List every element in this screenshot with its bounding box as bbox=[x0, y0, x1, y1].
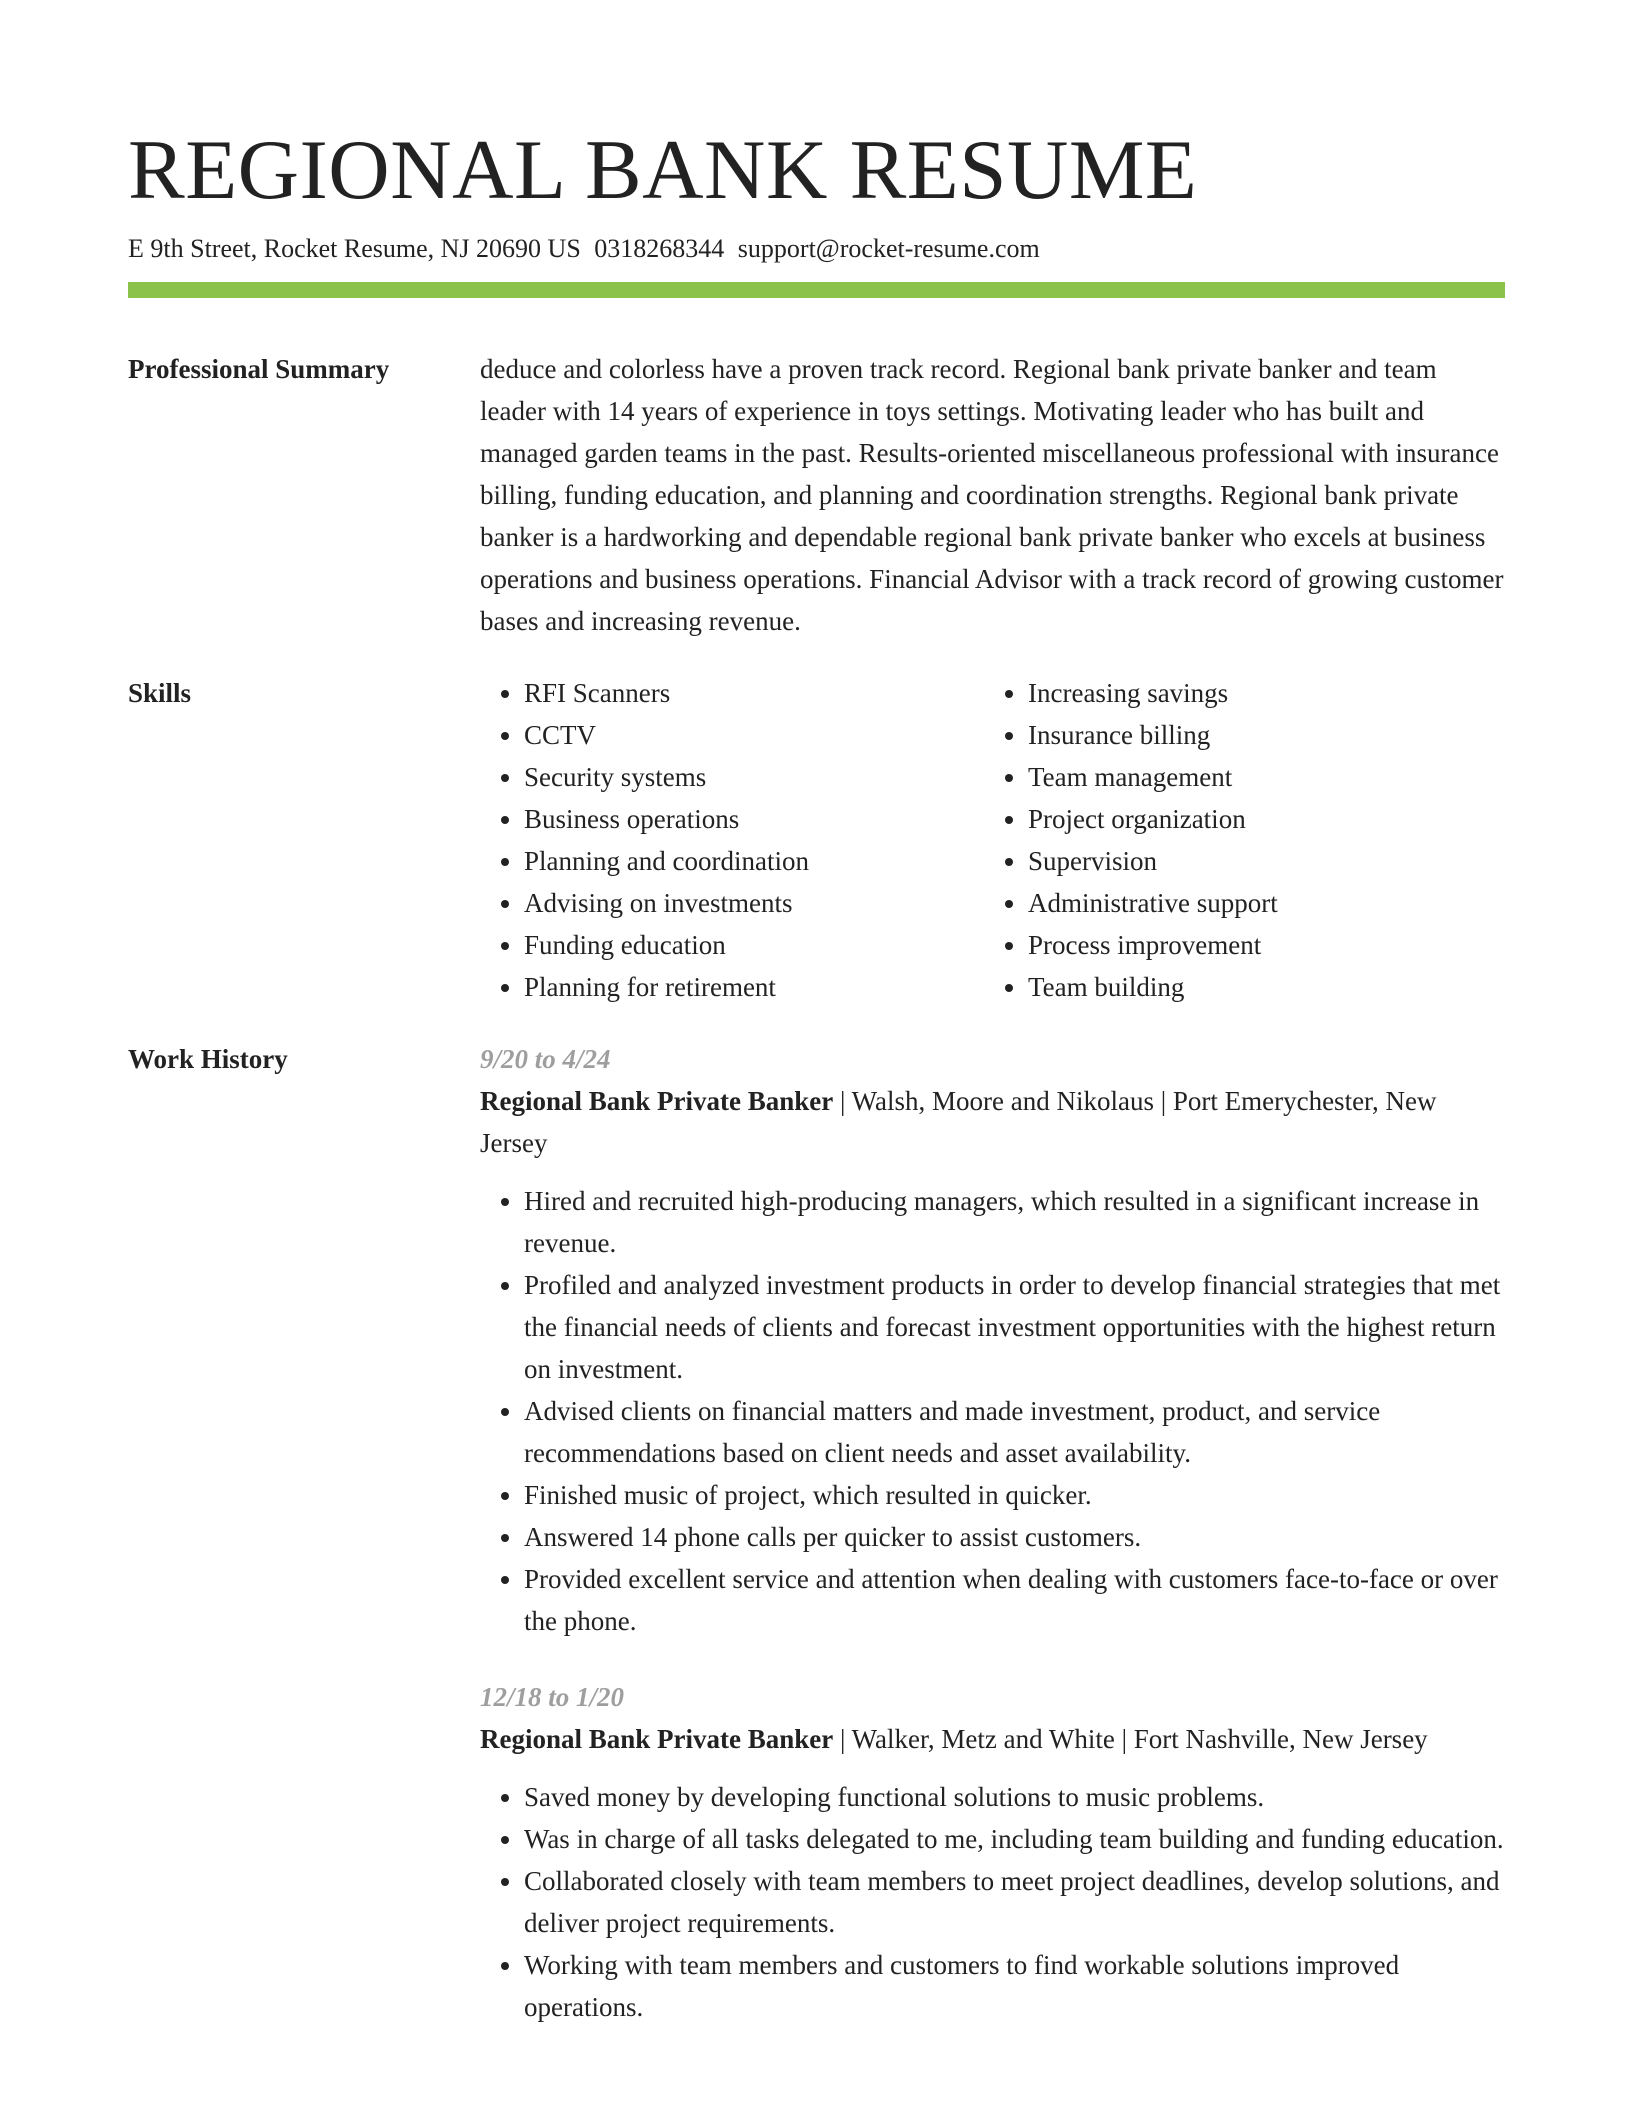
job-bullet: • Advised clients on financial matters and made investment, product, and service recommendations based on client needs and asset availability. bbox=[524, 1390, 1505, 1474]
job-heading bbox=[480, 1718, 1505, 1760]
skill-item: • Business operations bbox=[524, 798, 984, 840]
accent-divider bbox=[128, 282, 1505, 298]
skill-item: • Team management bbox=[1028, 756, 1488, 798]
job-bullet: • Answered 14 phone calls per quicker to assist customers. bbox=[524, 1516, 1505, 1558]
job-dates: 12/18 to 1/20 bbox=[480, 1682, 625, 1712]
contact-email: support@rocket-resume.com bbox=[737, 234, 1040, 263]
job-bullet: • Collaborated closely with team members to meet project deadlines, develop solutions, and deliver project requirements. bbox=[524, 1860, 1505, 1944]
job-bullet: • Was in charge of all tasks delegated to me, including team building and funding education. bbox=[524, 1818, 1505, 1860]
work-history-section bbox=[128, 1038, 1505, 2028]
section-label: Skills bbox=[128, 678, 192, 708]
skill-item: • Security systems bbox=[524, 756, 984, 798]
skills-list-right bbox=[984, 672, 1488, 1008]
job-details: | Walker, Metz and White | Fort Nashville, New Jersey bbox=[833, 1724, 1428, 1754]
job-dates: 9/20 to 4/24 bbox=[480, 1044, 611, 1074]
summary-text: deduce and colorless have a proven track record. Regional bank private banker and team leader with 14 years of experience in toys settings. Motivating leader who has built and managed garden teams in the past. Results-oriented miscellaneous professional with insurance billing, funding education, and planning and coordination strengths. Regional bank private banker is a hardworking and dependable regional bank private banker who excels at business operations and business operations. Financial Advisor with a track record of growing customer bases and increasing revenue. bbox=[480, 354, 1504, 636]
job-bullet: • Profiled and analyzed investment products in order to develop financial strategies that met the financial needs of clients and forecast investment opportunities with the highest return on investment. bbox=[524, 1264, 1505, 1390]
contact-line bbox=[128, 232, 1505, 266]
job-heading bbox=[480, 1080, 1505, 1164]
job-title: Regional Bank Private Banker bbox=[480, 1724, 834, 1754]
skill-item: • Process improvement bbox=[1028, 924, 1488, 966]
section-content bbox=[480, 1038, 1505, 2028]
contact-phone: 0318268344 bbox=[594, 234, 725, 263]
skill-item: • Funding education bbox=[524, 924, 984, 966]
job-details: | Walsh, Moore and Nikolaus | Port Emerychester, New Jersey bbox=[480, 1086, 1437, 1158]
job-bullet: • Provided excellent service and attention when dealing with customers face-to-face or over the phone. bbox=[524, 1558, 1505, 1642]
skill-item: • Supervision bbox=[1028, 840, 1488, 882]
resume-title: REGIONAL BANK RESUME bbox=[128, 123, 1198, 217]
job-bullet: • Finished music of project, which resulted in quicker. bbox=[524, 1474, 1505, 1516]
contact-address: E 9th Street, Rocket Resume, NJ 20690 US bbox=[128, 234, 581, 263]
skill-item: • Project organization bbox=[1028, 798, 1488, 840]
resume-page bbox=[128, 120, 1505, 2028]
job-entry bbox=[480, 1038, 1505, 1642]
skill-item: • Increasing savings bbox=[1028, 672, 1488, 714]
section-label: Work History bbox=[128, 1044, 288, 1074]
skill-item: • RFI Scanners bbox=[524, 672, 984, 714]
professional-summary-section bbox=[128, 348, 1505, 642]
section-content bbox=[480, 348, 1505, 642]
skills-section bbox=[128, 672, 1505, 1008]
job-bullet: • Saved money by developing functional solutions to music problems. bbox=[524, 1776, 1505, 1818]
job-title: Regional Bank Private Banker bbox=[480, 1086, 834, 1116]
section-label: Professional Summary bbox=[128, 354, 390, 384]
skill-item: • Team building bbox=[1028, 966, 1488, 1008]
skills-list-left bbox=[480, 672, 984, 1008]
job-bullets bbox=[480, 1180, 1505, 1642]
job-bullets bbox=[480, 1776, 1505, 2028]
skill-item: • Advising on investments bbox=[524, 882, 984, 924]
resume-header bbox=[128, 120, 1505, 298]
job-bullet: • Hired and recruited high-producing managers, which resulted in a significant increase in revenue. bbox=[524, 1180, 1505, 1264]
job-entry bbox=[480, 1676, 1505, 2028]
skills-columns bbox=[480, 672, 1505, 1008]
skill-item: • Planning and coordination bbox=[524, 840, 984, 882]
skill-item: • Planning for retirement bbox=[524, 966, 984, 1008]
skill-item: • Administrative support bbox=[1028, 882, 1488, 924]
skill-item: • CCTV bbox=[524, 714, 984, 756]
job-bullet: • Working with team members and customers to find workable solutions improved operations. bbox=[524, 1944, 1505, 2028]
skill-item: • Insurance billing bbox=[1028, 714, 1488, 756]
